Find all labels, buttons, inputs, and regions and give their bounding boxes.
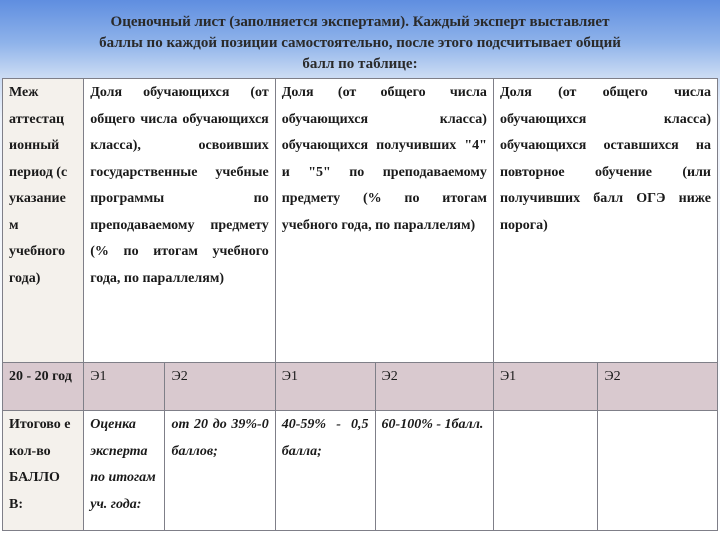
expert-2-cell: Э2 — [598, 363, 718, 411]
header-period-cell: Меж аттестац ионный период (с указание м учебного года) — [3, 79, 84, 363]
score-range-1-cell: от 20 до 39%-0 баллов; — [165, 411, 275, 531]
expert-1-cell: Э1 — [493, 363, 597, 411]
title-line-2: баллы по каждой позиции самостоятельно, после этого подсчитывает общий — [99, 35, 621, 51]
page-title — [0, 12, 720, 75]
table-header-row — [3, 79, 718, 363]
header-good-grades-share-cell: Доля (от общего числа обучающихся класса) обучающихся получивших "4" и "5" по преподаваемому предмету (% по итогам учебного года, по параллелям) — [275, 79, 493, 363]
title-line-3: балл по таблице: — [302, 56, 418, 72]
table-row — [3, 411, 718, 531]
total-points-label-cell: Итогово е кол-во БАЛЛО В: — [3, 411, 84, 531]
header-mastery-share-cell: Доля обучающихся (от общего числа обучающихся класса), освоивших государственные учебные программы по преподаваемому предмету (% по итогам учебного года, по параллелям) — [84, 79, 276, 363]
score-range-2-cell: 40-59% - 0,5 балла; — [275, 411, 375, 531]
expert-assessment-cell: Оценка эксперта по итогам уч. года: — [84, 411, 165, 531]
expert-2-cell: Э2 — [375, 363, 493, 411]
table-row — [3, 363, 718, 411]
score-range-3-cell: 60-100% - 1балл. — [375, 411, 493, 531]
empty-cell — [493, 411, 597, 531]
expert-1-cell: Э1 — [84, 363, 165, 411]
year-label-cell: 20 - 20 год — [3, 363, 84, 411]
title-line-1: Оценочный лист (заполняется экспертами). Каждый эксперт выставляет — [110, 14, 610, 30]
evaluation-table — [2, 78, 718, 531]
expert-2-cell: Э2 — [165, 363, 275, 411]
empty-cell — [598, 411, 718, 531]
header-repeat-share-cell: Доля (от общего числа обучающихся класса) обучающихся оставшихся на повторное обучение (или получивших балл ОГЭ ниже порога) — [493, 79, 717, 363]
expert-1-cell: Э1 — [275, 363, 375, 411]
